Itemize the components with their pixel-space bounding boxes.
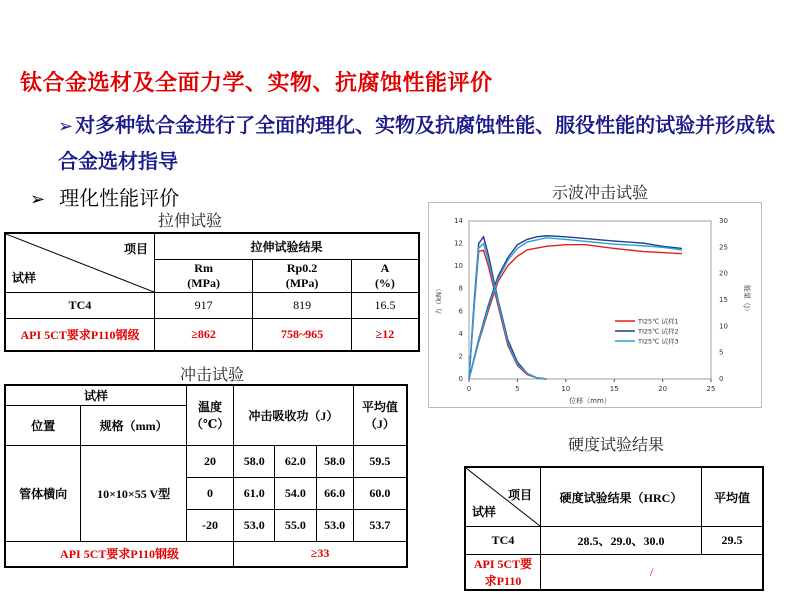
x-tick-label: 0 [466,385,472,393]
table-row: API 5CT要求P110钢级 ≥862 758~965 ≥12 [5,319,419,351]
slide-title: 钛合金选材及全面力学、实物、抗腐蚀性能评价 [20,71,493,96]
chart-caption: 示波冲击试验 [552,183,649,202]
col-rm: Rm (MPa) [155,260,253,293]
y-right-tick-label: 30 [719,217,728,225]
table-row: API 5CT要求P110 / [465,555,763,591]
table-row: TC4 28.5、29.0、30.0 29.5 [465,527,763,555]
col-avg: 平均值 [702,467,764,527]
header-sample: 试样 [472,505,497,519]
table-row: TC4 917 819 16.5 [5,293,419,319]
force-series-line [469,244,546,379]
chart-svg [429,203,761,407]
hardness-table [464,466,764,591]
col-result: 硬度试验结果（HRC） [541,467,702,527]
y-axis-label: 力（kN） [435,284,443,316]
y-tick-label: 12 [454,239,463,248]
header-item: 项目 [507,488,532,502]
x-axis-label: 位移（mm） [569,397,611,405]
col-a: A (%) [351,260,419,293]
y-tick-label: 6 [458,307,463,316]
impact-avg-header: 平均值（J） [353,385,407,445]
impact-spec-header: 规格（mm） [81,405,187,445]
header-item: 项目 [123,242,148,256]
y-tick-label: 2 [458,352,463,361]
hardness-diag-header [465,467,541,527]
main-bullet-text: 对多种钛合金进行了全面的理化、实物及抗腐蚀性能、服役性能的试验并形成钛合金选材指导 [58,113,776,173]
arrow-bullet-icon: ➢ [58,116,74,137]
tensile-group-header: 拉伸试验结果 [155,233,420,260]
impact-position: 管体横向 [5,445,81,541]
section-bullet [30,182,179,211]
table-row: 管体横向 10×10×55 V型 20 58.0 62.0 58.0 59.5 [5,445,407,477]
y-tick-label: 8 [458,284,463,293]
y-right-tick-label: 15 [719,296,728,304]
col-rp: Rp0.2 (MPa) [253,260,352,293]
y-right-tick-label: 5 [719,348,724,357]
tensile-caption: 拉伸试验 [158,211,223,230]
legend-label: TI25℃ 试样1 [638,317,679,326]
tensile-diag-header [5,233,155,293]
y-right-tick-label: 0 [719,375,724,383]
impact-energy-header: 冲击吸收功（J） [234,385,354,445]
arrow-bullet-icon: ➢ [30,189,46,210]
y-tick-label: 0 [458,375,463,383]
x-tick-label: 10 [561,385,571,393]
impact-table [4,384,408,568]
table-row: -20 53.0 55.0 53.0 53.7 [5,509,407,541]
y-tick-label: 10 [454,262,463,271]
legend-label: TI25℃ 试样2 [638,327,679,336]
impact-temp-header: 温度（℃） [186,385,233,445]
x-tick-label: 20 [658,385,668,393]
impact-caption: 冲击试验 [180,365,245,384]
hardness-caption: 硬度试验结果 [568,435,665,454]
impact-sample-header: 试样 [5,385,186,405]
force-series-line [469,250,546,379]
y-tick-label: 4 [458,329,463,338]
section-bullet-text: 理化性能评价 [59,186,180,210]
impact-spec: 10×10×55 V型 [81,445,187,541]
table-row: 0 61.0 54.0 66.0 60.0 [5,477,407,509]
energy-series-line [469,236,682,379]
x-tick-label: 15 [609,385,619,393]
impact-position-header: 位置 [5,405,81,445]
y-right-axis-label: 能量（J） [743,284,751,316]
tensile-table [4,232,420,352]
x-tick-label: 25 [706,385,716,393]
table-row: API 5CT要求P110钢级 ≥33 [5,541,407,567]
y-right-tick-label: 25 [719,243,728,252]
y-right-tick-label: 10 [719,322,728,331]
y-tick-label: 14 [454,217,463,225]
x-tick-label: 5 [515,385,520,393]
header-sample: 试样 [12,271,37,285]
impact-chart [428,202,762,408]
y-right-tick-label: 20 [719,269,728,278]
legend-label: TI25℃ 试样3 [638,337,679,346]
main-bullet [58,108,778,178]
energy-series-line [469,238,682,379]
